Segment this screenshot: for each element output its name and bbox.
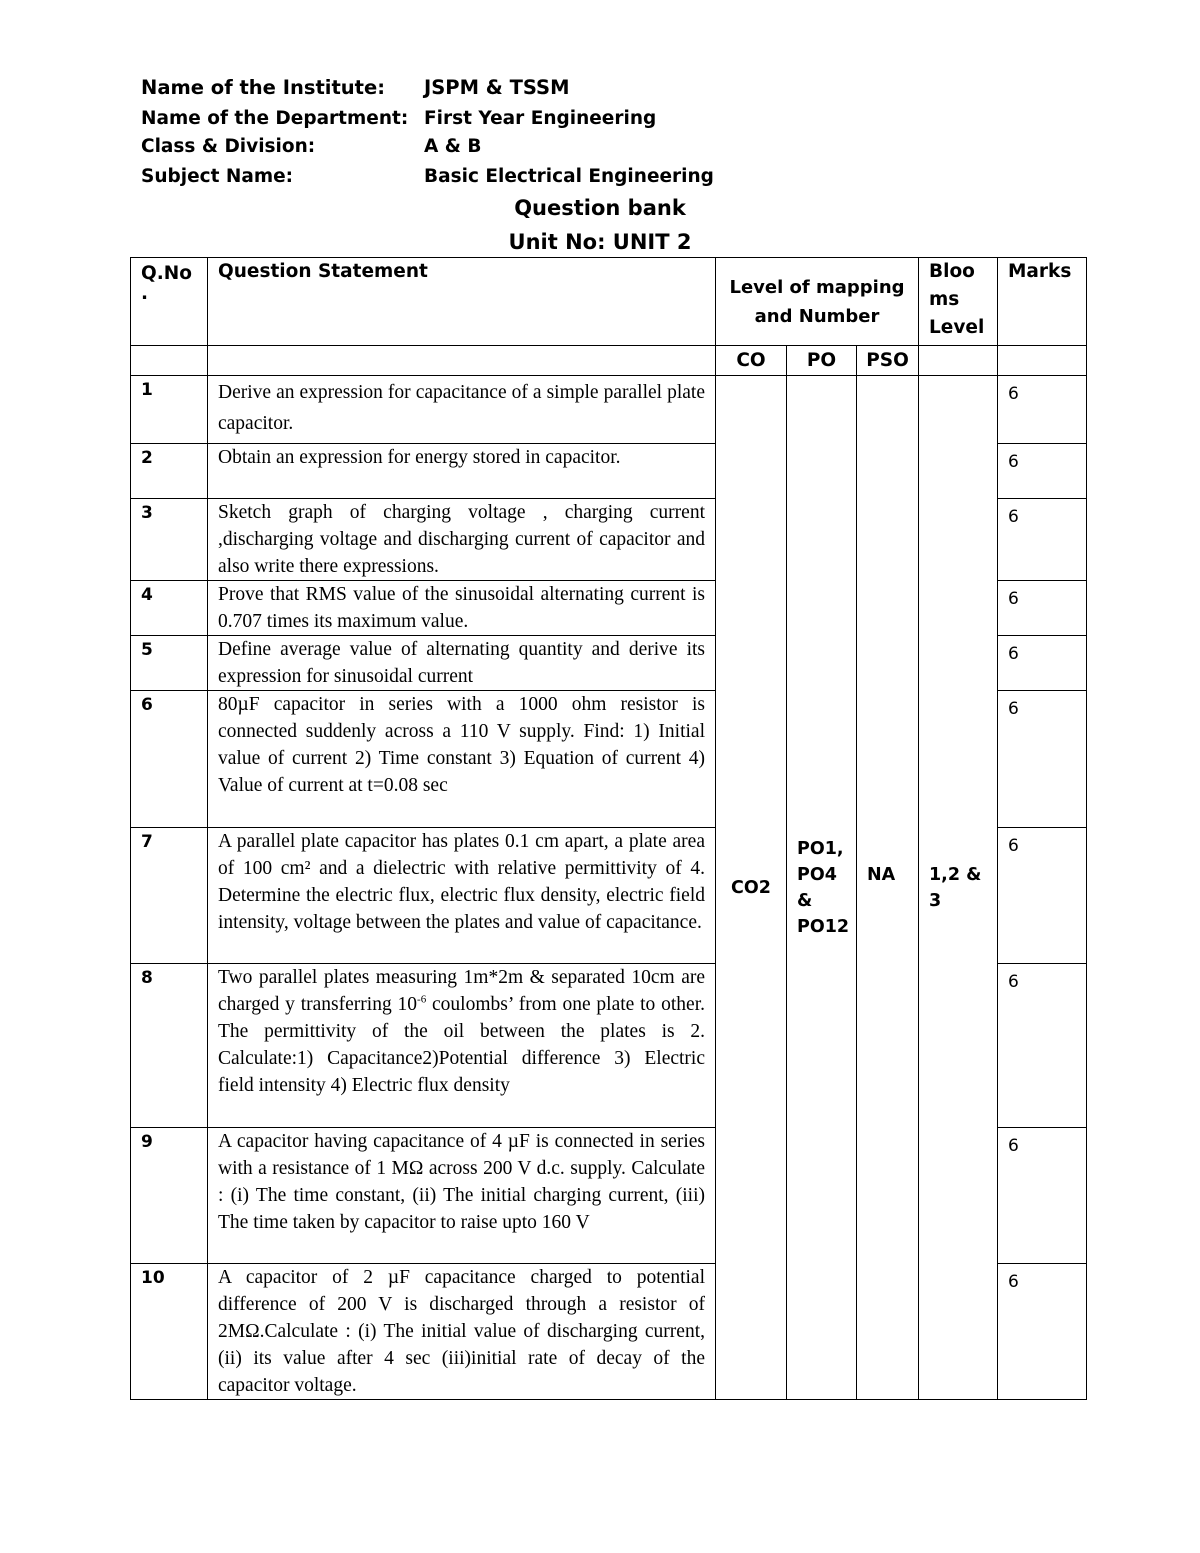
empty-cell (131, 346, 208, 376)
question-statement: Derive an expression for capacitance of a simple parallel plate capacitor. (208, 376, 716, 444)
marks-value: 6 (998, 1264, 1087, 1400)
subject-label: Subject Name: (141, 166, 294, 187)
question-number: 9 (131, 1128, 208, 1264)
blooms-header: Bloo ms Level (919, 258, 998, 346)
subject-value: Basic Electrical Engineering (424, 166, 714, 187)
question-table (130, 257, 1087, 1400)
marks-value: 6 (998, 444, 1087, 499)
co-value: CO2 (716, 376, 787, 1400)
question-statement: Two parallel plates measuring 1m*2m & separated 10cm are charged y transferring $10^{-6}$ coulombs’ from one plate to other. The permittivity of the oil between the plates is 2. Calculate:1) Capacitance2)Potential difference 3) Electric field intensity 4) Electric flux density (208, 964, 716, 1128)
unit-line: Unit No: UNIT 2 (508, 230, 692, 254)
empty-cell (208, 346, 716, 376)
question-statement: Define average value of alternating quantity and derive its expression for sinusoidal current (208, 636, 716, 691)
marks-value: 6 (998, 636, 1087, 691)
header-row (131, 258, 1087, 346)
question-number: 10 (131, 1264, 208, 1400)
institute-label: Name of the Institute: (141, 76, 385, 99)
department-line (141, 107, 656, 131)
blooms-value: 1,2 & 3 (919, 376, 998, 1400)
question-statement: A parallel plate capacitor has plates 0.1 cm apart, a plate area of 100 cm² and a dielectric with relative permittivity of 4. Determine the electric flux, electric flux density, electric field intensity, voltage between the plates and value of capacitance. (208, 828, 716, 964)
subject-line (141, 165, 714, 189)
co-header: CO (716, 346, 787, 376)
empty-cell (998, 346, 1087, 376)
doc-title: Question bank (514, 196, 686, 220)
qno-header: Q.No . (131, 258, 208, 346)
question-statement: Obtain an expression for energy stored in capacitor. (208, 444, 716, 499)
class-label: Class & Division: (141, 136, 316, 157)
table-row (131, 376, 1087, 444)
class-line (141, 135, 481, 159)
question-number: 1 (131, 376, 208, 444)
question-statement: Prove that RMS value of the sinusoidal alternating current is 0.707 times its maximum value. (208, 581, 716, 636)
institute-line (141, 76, 570, 100)
question-statement: Sketch graph of charging voltage , charging current ,discharging voltage and discharging current of capacitor and also write there expressions. (208, 499, 716, 581)
pso-header: PSO (857, 346, 919, 376)
question-statement: A capacitor of 2 µF capacitance charged to potential difference of 200 V is discharged through a resistor of 2MΩ.Calculate : (i) The initial value of discharging current, (ii) its value after 4 sec (iii)initial rate of decay of the capacitor voltage. (208, 1264, 716, 1400)
po-header: PO (787, 346, 857, 376)
marks-value: 6 (998, 964, 1087, 1128)
question-number: 4 (131, 581, 208, 636)
class-value: A & B (424, 136, 482, 157)
question-number: 3 (131, 499, 208, 581)
marks-value: 6 (998, 691, 1087, 828)
question-number: 6 (131, 691, 208, 828)
marks-header: Marks (998, 258, 1087, 346)
marks-value: 6 (998, 581, 1087, 636)
department-label: Name of the Department: (141, 108, 409, 129)
empty-cell (919, 346, 998, 376)
question-statement: 80µF capacitor in series with a 1000 ohm resistor is connected suddenly across a 110 V supply. Find: 1) Initial value of current 2) Time constant 3) Equation of current 4) Value of current at t=0.08 sec (208, 691, 716, 828)
question-number: 2 (131, 444, 208, 499)
question-number: 5 (131, 636, 208, 691)
po-value: PO1, PO4 & PO12 (787, 376, 857, 1400)
marks-value: 6 (998, 499, 1087, 581)
question-number: 8 (131, 964, 208, 1128)
marks-value: 6 (998, 1128, 1087, 1264)
department-value: First Year Engineering (424, 108, 657, 129)
subheader-row (131, 346, 1087, 376)
pso-value: NA (857, 376, 919, 1400)
marks-value: 6 (998, 828, 1087, 964)
mapping-header: Level of mapping and Number (716, 258, 919, 346)
question-number: 7 (131, 828, 208, 964)
institute-value: JSPM & TSSM (424, 76, 570, 99)
statement-header: Question Statement (208, 258, 716, 346)
marks-value: 6 (998, 376, 1087, 444)
question-statement: A capacitor having capacitance of 4 µF is connected in series with a resistance of 1 MΩ across 200 V d.c. supply. Calculate : (i) The time constant, (ii) The initial charging current, (iii) The time taken by capacitor to raise upto 160 V (208, 1128, 716, 1264)
